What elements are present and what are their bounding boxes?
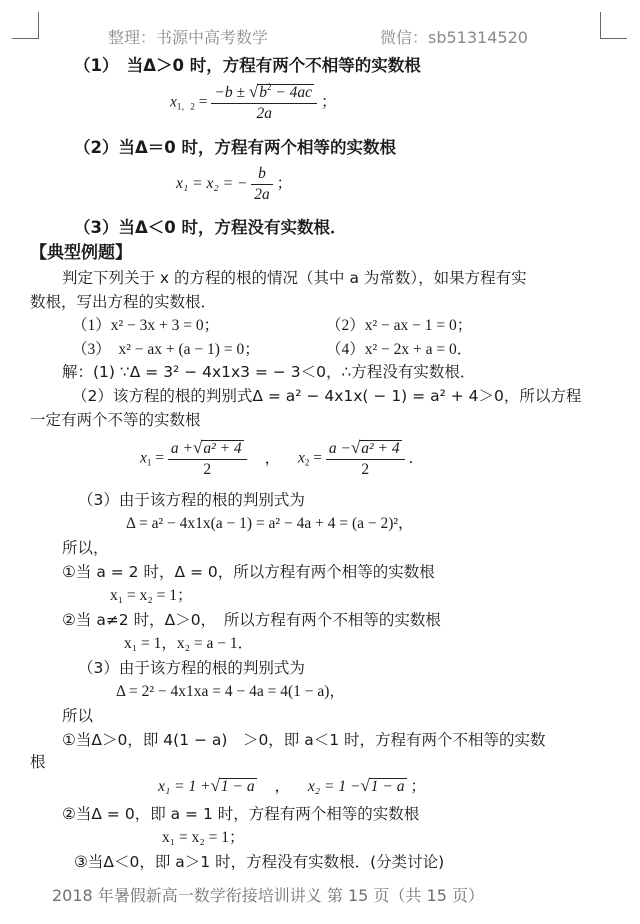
solution-4-case-1-roots: x₁ = 1 +√1 − a ， x₂ = 1 −√1 − a ； bbox=[158, 776, 426, 795]
equation-1: （1）x² − 3x + 3 = 0； bbox=[72, 317, 220, 334]
corner-mark-top-right bbox=[600, 12, 627, 39]
sol2-x2-fraction: $\frac{\text{a −√a² + 4}}{2}$ bbox=[326, 438, 405, 480]
solution-2-line-1: （2）该方程的根的判别式Δ = a² − 4x1x( − 1) = a² + 4＞0，所以方程 bbox=[72, 387, 582, 405]
sol2-x2-num: a − bbox=[328, 440, 351, 457]
sol4-sep: ， bbox=[274, 778, 291, 795]
solution-4-case-2: ②当Δ = 0，即 a = 1 时，方程有两个相等的实数根 bbox=[62, 805, 420, 823]
sol2-x1: x bbox=[140, 449, 147, 467]
solution-2-roots: $x_1$ = $\frac{\text{a +√a² + 4}}{2}$ ， $x_2$ = $\frac{\text{a −√a² + 4}}{2}$ ． bbox=[140, 438, 425, 478]
case1-rad: b bbox=[259, 84, 267, 101]
sol4-x2-rad: 1 − a bbox=[370, 778, 405, 795]
solution-3-line-1: （3）由于该方程的根的判别式为 bbox=[78, 491, 305, 509]
sol2-x1-sub: 1 bbox=[146, 457, 152, 468]
solution-4-line-1: （3）由于该方程的根的判别式为 bbox=[78, 659, 305, 677]
case1-label: （1） 当Δ＞0 时，方程有两个不相等的实数根 bbox=[74, 56, 421, 75]
solution-4-case-1-line-2: 根 bbox=[30, 753, 46, 771]
solution-3-case-2: ②当 a≠2 时，Δ＞0， 所以方程有两个不相等的实数根 bbox=[62, 611, 441, 629]
case2-fraction bbox=[251, 164, 273, 205]
case2-lhs: x₁ = x₂ = − bbox=[176, 175, 248, 193]
problem-line-2: 数根，写出方程的实数根． bbox=[30, 293, 217, 311]
case2-num: b bbox=[251, 164, 273, 185]
sol2-end: ． bbox=[408, 449, 425, 467]
sol2-x1-rad: a² + 4 bbox=[203, 440, 242, 457]
case1-num-a: −b ± bbox=[214, 84, 245, 101]
solution-3-case-2-answer: x₁ = 1，x₂ = a − 1． bbox=[124, 635, 254, 652]
solution-4-case-1-line-1: ①当Δ＞0，即 4(1 − a) ＞0，即 a＜1 时，方程有两个不相等的实数 bbox=[62, 731, 546, 749]
solution-3-case-1-answer: x₁ = x₂ = 1； bbox=[110, 587, 193, 604]
case1-rad-tail: − 4ac bbox=[271, 84, 313, 101]
sol2-x1-den: 2 bbox=[203, 461, 212, 478]
solution-4-case-3: ③当Δ＜0，即 a＞1 时，方程没有实数根．(分类讨论) bbox=[74, 853, 445, 871]
solution-3-line-2: Δ = a² − 4x1x(a − 1) = a² − 4a + 4 = (a − 2)²， bbox=[126, 515, 414, 532]
case2-den: 2a bbox=[254, 186, 270, 203]
case1-end: ； bbox=[320, 93, 337, 111]
sol2-x2: x bbox=[297, 449, 305, 467]
solution-4-line-3: 所以 bbox=[62, 707, 94, 725]
case1-formula: $x_{1,2}$ = $\frac{-b \pm √b^2 - 4ac}{2a}$ ； bbox=[170, 82, 337, 122]
sol4-x1: x₁ = 1 + bbox=[158, 778, 211, 795]
sol2-x2-sub: 2 bbox=[304, 457, 310, 468]
solution-1: 解：(1) ∵Δ = 3² − 4x1x3 = − 3＜0，∴方程没有实数根． bbox=[62, 363, 476, 381]
solution-3-line-3: 所以， bbox=[62, 539, 109, 557]
page-header-left: 整理：书源中高考数学 bbox=[108, 28, 269, 47]
case1-fraction: $\frac{-b \pm √b^2 - 4ac}{2a}$ bbox=[211, 82, 317, 124]
solution-3-case-1: ①当 a = 2 时，Δ = 0，所以方程有两个相等的实数根 bbox=[62, 563, 435, 581]
equation-3: （3） x² − ax + (a − 1) = 0； bbox=[72, 341, 260, 358]
equation-2: （2）x² − ax − 1 = 0； bbox=[326, 317, 473, 334]
sol4-end: ； bbox=[410, 778, 426, 795]
section-title: 【典型例题】 bbox=[30, 243, 132, 263]
sol4-x1-rad: 1 − a bbox=[220, 778, 255, 795]
case1-lhs-sub: 1，2 bbox=[176, 101, 195, 112]
case3-label: （3）当Δ＜0 时，方程没有实数根． bbox=[74, 218, 347, 237]
equation-4: （4）x² − 2x + a = 0． bbox=[326, 341, 473, 358]
case1-den: 2a bbox=[256, 105, 272, 122]
solution-2-line-2: 一定有两个不等的实数根 bbox=[30, 411, 201, 429]
solution-4-case-2-answer: x₁ = x₂ = 1； bbox=[162, 829, 245, 846]
page-footer: 2018 年暑假新高一数学衔接培训讲义 第 15 页（共 15 页） bbox=[52, 886, 484, 905]
sol2-x1-num: a + bbox=[170, 440, 193, 457]
sol2-sep: ， bbox=[264, 449, 281, 467]
case1-lhs: x bbox=[170, 93, 177, 111]
corner-mark-top-left bbox=[12, 12, 39, 39]
sol2-x1-fraction: $\frac{\text{a +√a² + 4}}{2}$ bbox=[168, 438, 247, 480]
sol4-x2: x₂ = 1 − bbox=[307, 778, 361, 795]
sol2-x2-rad: a² + 4 bbox=[361, 440, 400, 457]
case2-end: ； bbox=[276, 175, 293, 193]
case1-rad-sup: 2 bbox=[266, 82, 272, 92]
page-header-right: 微信：sb51314520 bbox=[380, 28, 528, 47]
case2-formula bbox=[176, 164, 292, 205]
case2-label: （2）当Δ＝0 时，方程有两个相等的实数根 bbox=[74, 138, 396, 157]
solution-4-line-2: Δ = 2² − 4x1xa = 4 − 4a = 4(1 − a)， bbox=[116, 683, 345, 700]
sol2-x2-den: 2 bbox=[361, 461, 370, 478]
problem-line-1: 判定下列关于 x 的方程的根的情况（其中 a 为常数），如果方程有实 bbox=[62, 269, 527, 287]
